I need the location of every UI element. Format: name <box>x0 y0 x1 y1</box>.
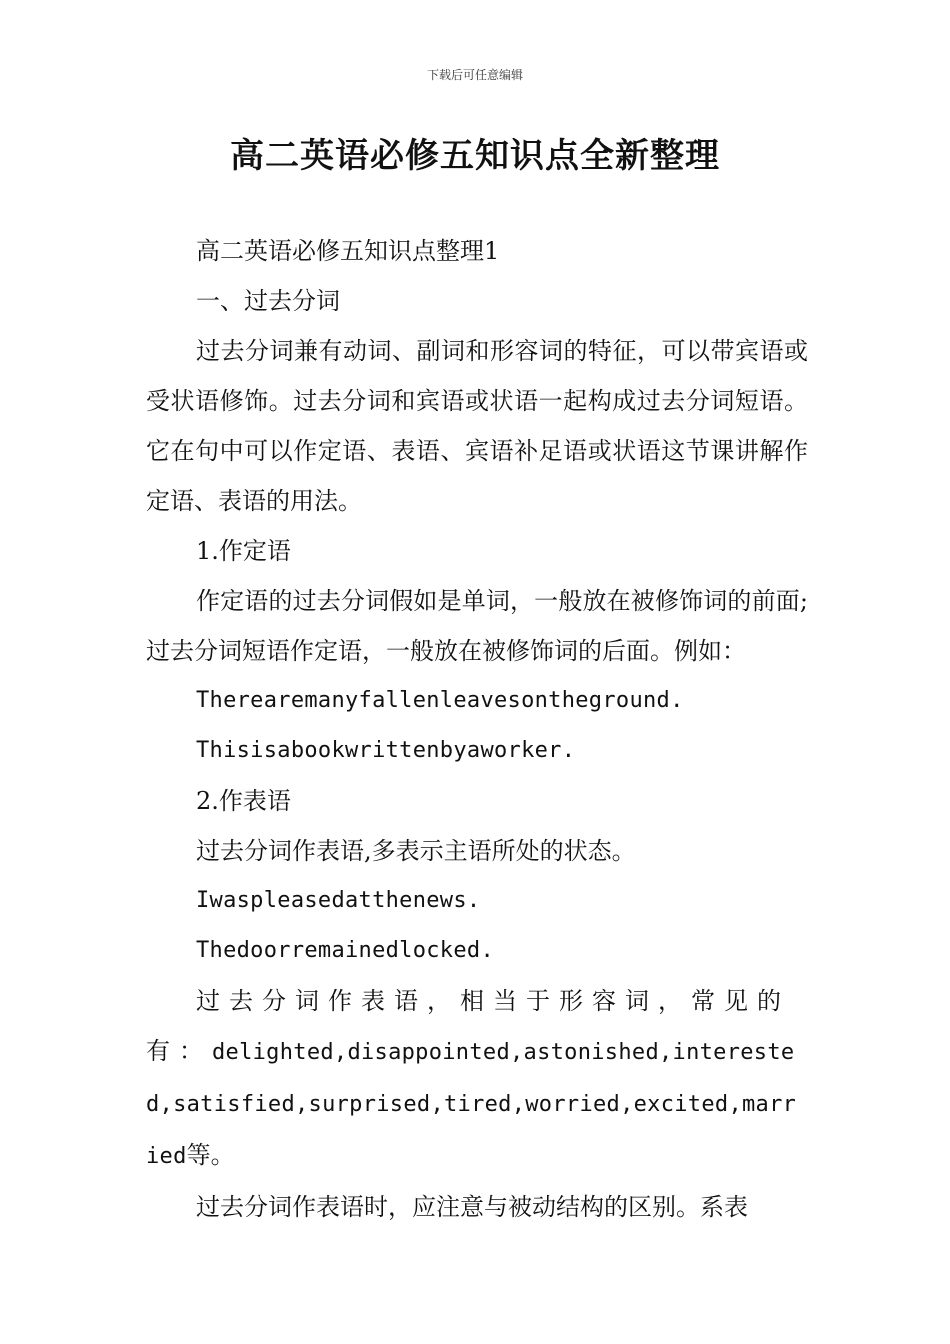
item-heading: 2.作表语 <box>196 787 291 815</box>
example-sentence: Thedoorremainedlocked. <box>196 938 494 963</box>
document-body <box>146 226 808 1232</box>
header-note: 下载后可任意编辑 <box>426 68 523 82</box>
paragraph: 过去分词兼有动词、副词和形容词的特征，可以带宾语或受状语修饰。过去分词和宾语或状语一起构成过去分词短语。它在句中可以作定语、表语、宾语补足语或状语这节课讲解作定语、表语的用法。 <box>146 337 808 515</box>
example-sentence: Therearemanyfallenleavesontheground. <box>196 688 684 713</box>
section-heading: 高二英语必修五知识点整理1 <box>196 237 500 265</box>
example-sentence: Thisisabookwrittenbyaworker. <box>196 738 576 763</box>
item-heading: 1.作定语 <box>196 537 291 565</box>
adjective-list: delighted,disappointed,astonished,interested,satisfied,surprised,tired,worried,excited,married <box>146 1040 797 1169</box>
paragraph: 过去分词作表语,多表示主语所处的状态。 <box>196 837 636 865</box>
example-sentence: Iwaspleasedatthenews. <box>196 888 481 913</box>
document-title: 高二英语必修五知识点全新整理 <box>230 136 720 176</box>
paragraph <box>146 976 808 1182</box>
paragraph: 作定语的过去分词假如是单词，一般放在被修饰词的前面;过去分词短语作定语，一般放在被修饰词的后面。例如： <box>146 587 808 665</box>
subsection-heading: 一、过去分词 <box>196 287 340 315</box>
paragraph: 过去分词作表语时，应注意与被动结构的区别。系表 <box>196 1193 748 1221</box>
paragraph-text: 等。 <box>186 1141 235 1169</box>
paragraph-text: 过去分词作表语，相当于形容词，常见的有： <box>146 987 790 1065</box>
